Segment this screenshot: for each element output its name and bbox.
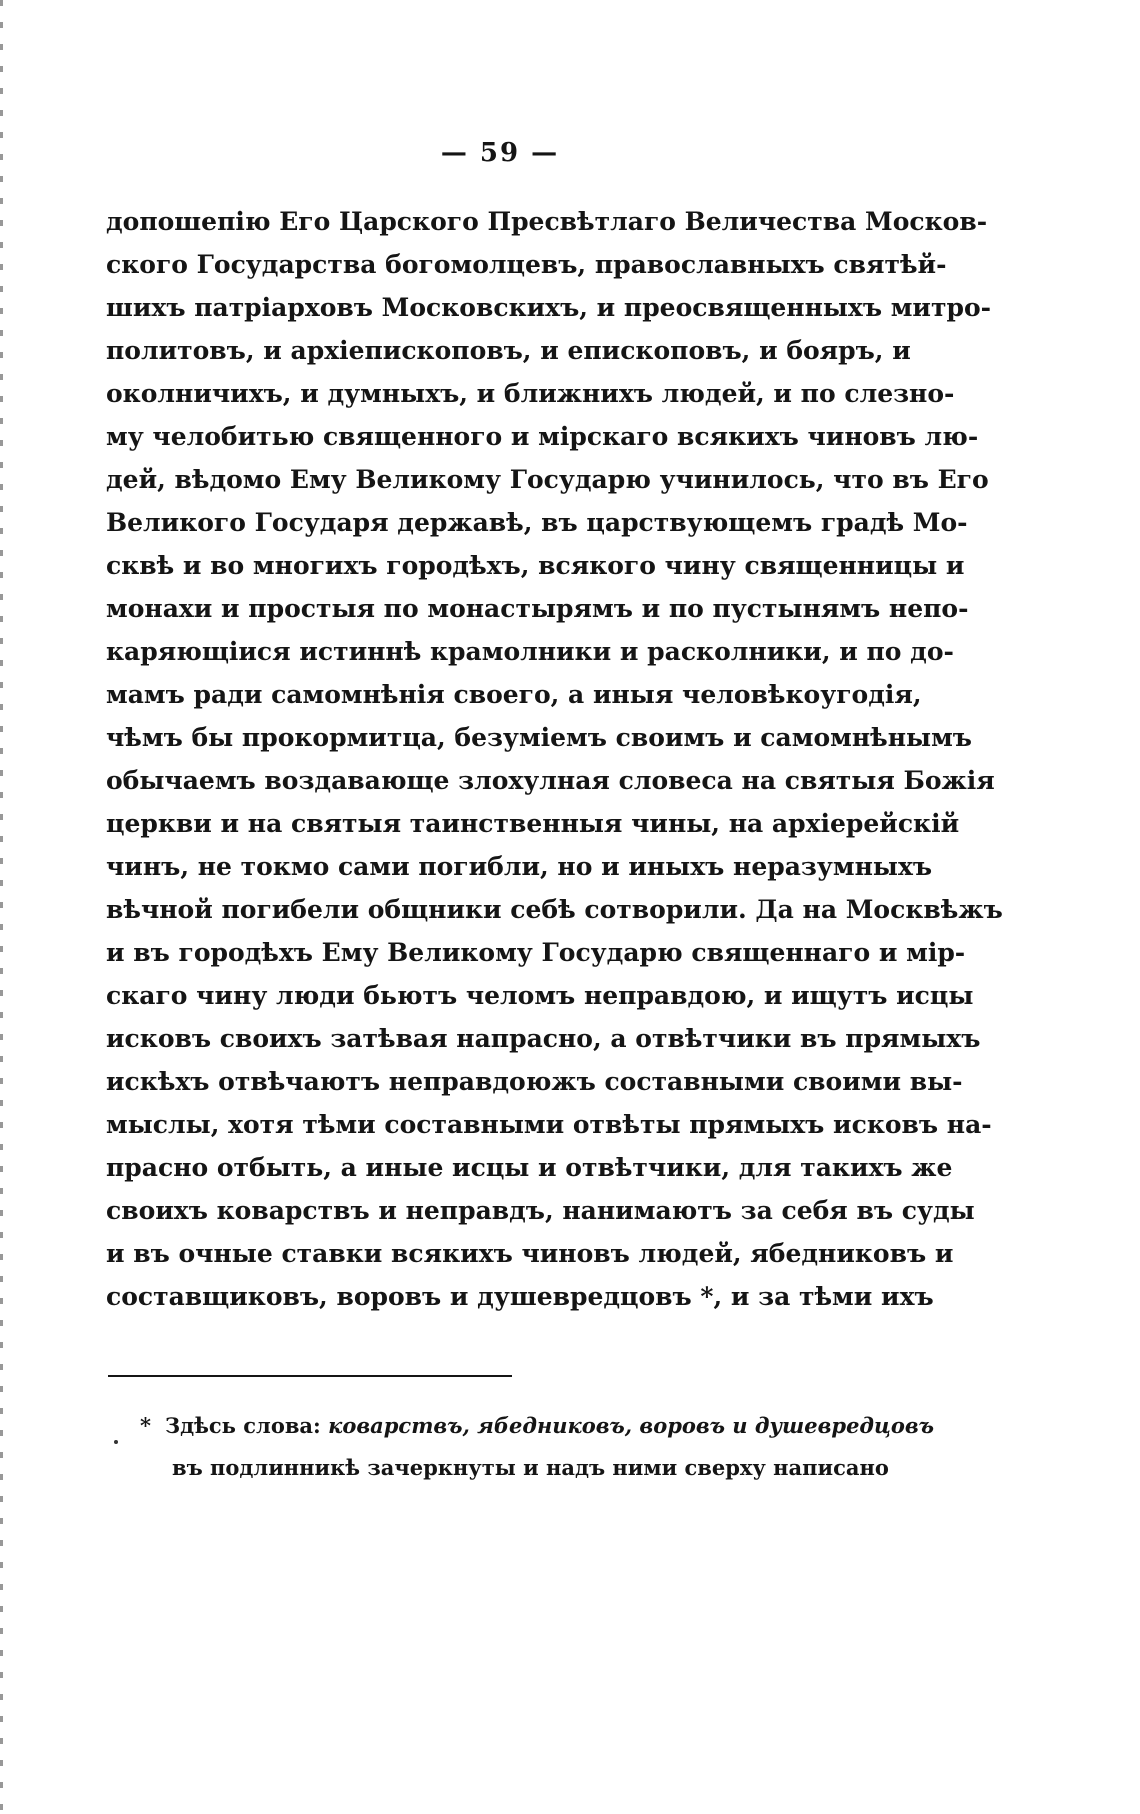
text-line: чѣмъ бы прокормитца, безуміемъ своимъ и самомнѣнымъ [106, 723, 972, 752]
text-line: монахи и простыя по монастырямъ и по пустынямъ непо- [106, 594, 969, 623]
footnote-line [106, 1405, 934, 1447]
text-line: и въ очные ставки всякихъ чиновъ людей, ябедниковъ и [106, 1239, 954, 1268]
page-number: — 59 — [440, 138, 560, 168]
text-line: обычаемъ воздавающе злохулная словеса на святыя Божія [106, 766, 995, 795]
scan-speck [114, 1440, 118, 1444]
text-line: церкви и на святыя таинственныя чины, на архіерейскій [106, 809, 960, 838]
text-line: прасно отбыть, а иные исцы и отвѣтчики, для такихъ же [106, 1153, 953, 1182]
text-line: вѣчной погибели общники себѣ сотворили. Да на Москвѣжъ [106, 895, 1003, 924]
text-line: мыслы, хотя тѣми составными отвѣты прямыхъ исковъ на- [106, 1110, 992, 1139]
body-text [106, 200, 1003, 1318]
text-line: своихъ коварствъ и неправдъ, нанимаютъ за себя въ суды [106, 1196, 975, 1225]
text-line: ского Государства богомолцевъ, православныхъ святѣй- [106, 250, 947, 279]
text-line: сквѣ и во многихъ городѣхъ, всякого чину священницы и [106, 551, 965, 580]
footnote-line: въ подлинникѣ зачеркнуты и надъ ними сверху написано [172, 1455, 889, 1480]
text-line: околничихъ, и думныхъ, и ближнихъ людей, и по слезно- [106, 379, 955, 408]
text-line: дей, вѣдомо Ему Великому Государю учинилось, что въ Его [106, 465, 989, 494]
text-line: чинъ, не токмо сами погибли, но и иныхъ неразумныхъ [106, 852, 933, 881]
footnote-marker: * [140, 1413, 151, 1438]
text-line: му челобитью священного и мірскаго всякихъ чиновъ лю- [106, 422, 979, 451]
text-line: шихъ патріарховъ Московскихъ, и преосвященныхъ митро- [106, 293, 991, 322]
text-line: исковъ своихъ затѣвая напрасно, а отвѣтчики въ прямыхъ [106, 1024, 981, 1053]
text-line: мамъ ради самомнѣнія своего, а иныя человѣкоугодія, [106, 680, 922, 709]
footnote-italic-words: коварствъ, ябедниковъ, воровъ и душевредцовъ [328, 1413, 934, 1438]
text-line: скаго чину люди бьютъ челомъ неправдою, и ищутъ исцы [106, 981, 974, 1010]
text-line: составщиковъ, воровъ и душевредцовъ *, и за тѣми ихъ [106, 1282, 934, 1311]
text-line: политовъ, и архіепископовъ, и епископовъ, и бояръ, и [106, 336, 911, 365]
footnote-lead: Здѣсь слова: [164, 1413, 321, 1438]
text-line: искѣхъ отвѣчаютъ неправдоюжъ составными своими вы- [106, 1067, 963, 1096]
footnote-separator [108, 1375, 512, 1377]
text-line: допошепію Его Царского Пресвѣтлаго Величества Москов- [106, 207, 988, 236]
scan-margin-edge [0, 0, 3, 1814]
text-line: Великого Государя державѣ, въ царствующемъ градѣ Мо- [106, 508, 968, 537]
footnote [106, 1405, 934, 1489]
text-line: каряющіися истиннѣ крамолники и расколники, и по до- [106, 637, 954, 666]
text-line: и въ городѣхъ Ему Великому Государю священнаго и мір- [106, 938, 966, 967]
